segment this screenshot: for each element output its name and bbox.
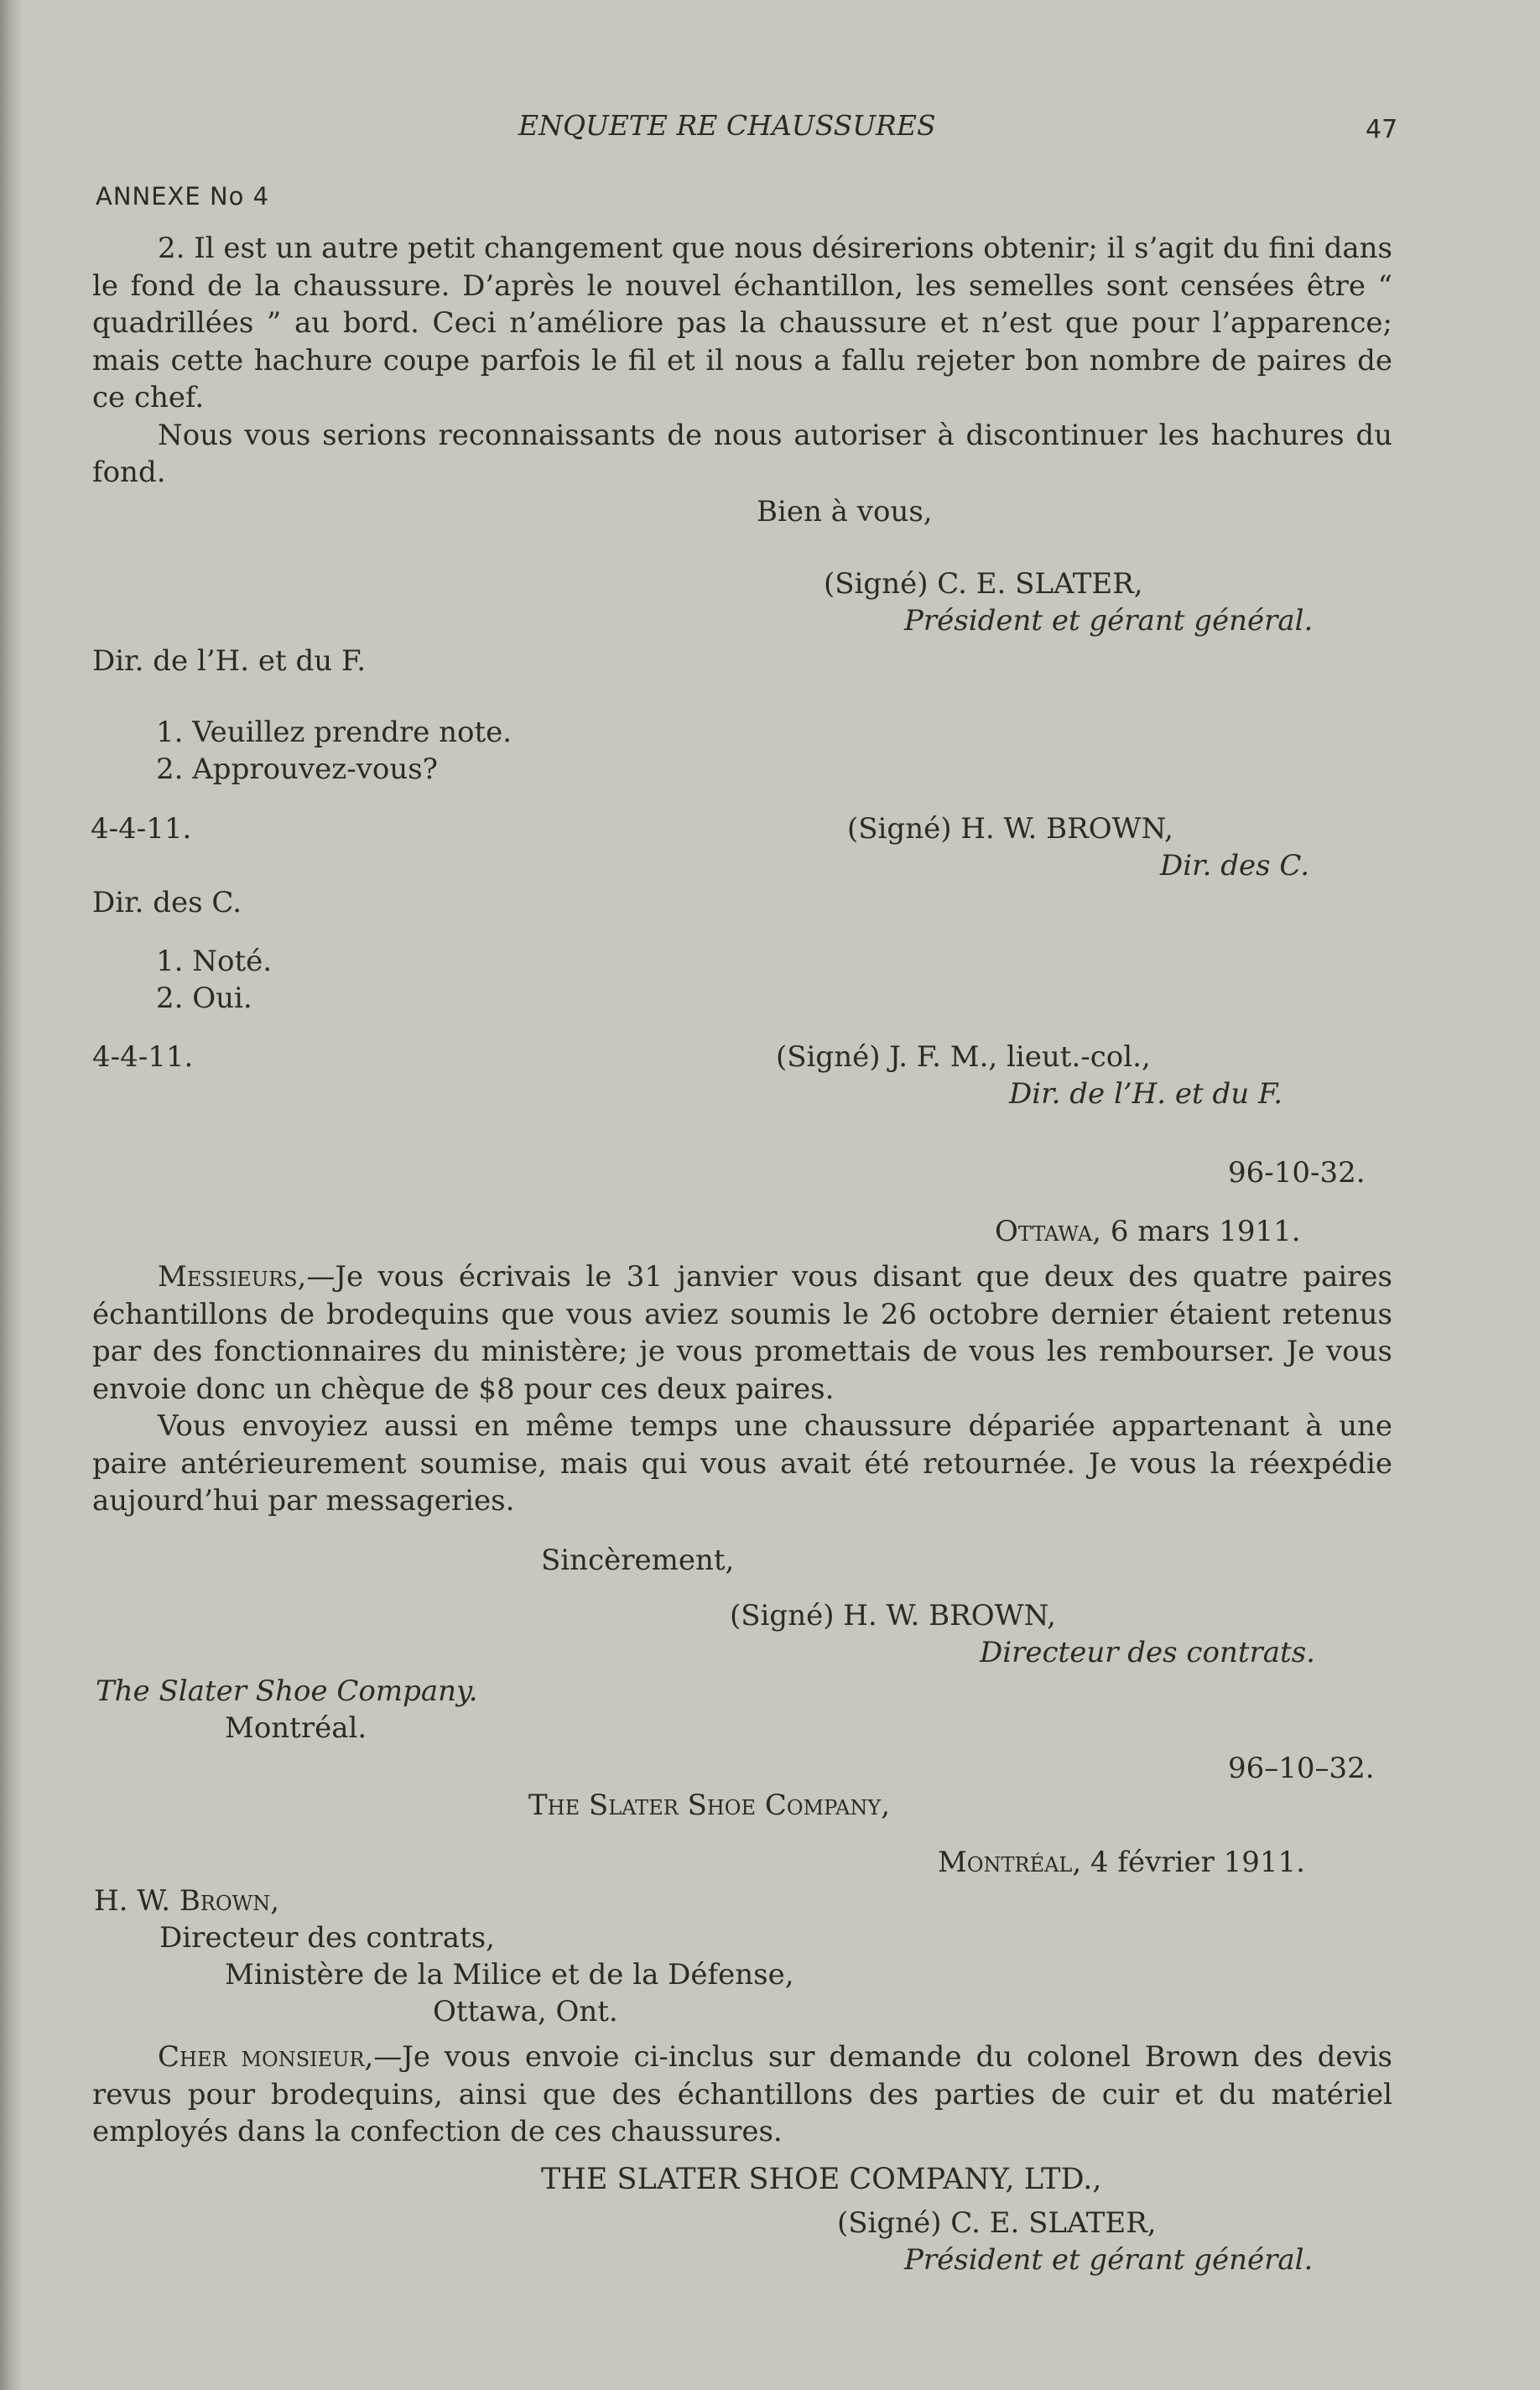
running-title: ENQUETE RE CHAUSSURES (518, 109, 936, 142)
minute2-date: 4-4-11. (92, 1040, 194, 1074)
letter1-body (92, 230, 1392, 492)
letter3-company: THE SLATER SHOE COMPANY, LTD., (541, 2163, 1102, 2196)
letter2-addressee-city: Montréal. (225, 1711, 367, 1745)
letter3-date: 4 février 1911. (1090, 1846, 1305, 1879)
letter2-body (92, 1258, 1392, 1520)
letter1-signature: (Signé) C. E. SLATER, (824, 567, 1143, 601)
letter3-paragraph-1-text: —Je vous envoie ci-inclus sur demande du colonel Brown des devis revus pour brodequins, ainsi que des échantillons des parties de cuir et du matériel employés dans la confection de ces chaussures. (92, 2040, 1392, 2148)
letter1-signature-title: Président et gérant général. (904, 604, 1314, 638)
minute2-recipient: Dir. des C. (92, 886, 242, 919)
letter3-salutation: Cher monsieur, (158, 2040, 374, 2074)
letter2-signature: (Signé) H. W. BROWN, (730, 1599, 1056, 1632)
letter3-addressee-line-3: Ministère de la Milice et de la Défense, (225, 1958, 794, 1992)
letter3-addressee-line-2: Directeur des contrats, (159, 1921, 495, 1955)
minute2-signature: (Signé) J. F. M., lieut.-col., (776, 1040, 1151, 1074)
minute1-item-2: 2. Approuvez-vous? (156, 752, 438, 786)
minute1-date: 4-4-11. (91, 812, 192, 846)
letter3-letterhead: The Slater Shoe Company, (528, 1789, 891, 1822)
page-binding-shadow (0, 0, 23, 2390)
minute2-item-1: 1. Noté. (156, 945, 273, 978)
letter2-signature-title: Directeur des contrats. (980, 1636, 1315, 1669)
letter1-paragraph-1: 2. Il est un autre petit changement que nous désirerions obtenir; il s’agit du fini dans le fond de la chaussure. D’après le nouvel échantillon, les semelles sont censées être “ quadrillées ” au bord. Ceci n’améliore pas la chaussure et n’est que pour l’apparence; mais cette hachure coupe parfois le fil et il nous a fallu rejeter bon nombre de paires de ce chef. (92, 232, 1392, 414)
page-number: 47 (1366, 115, 1398, 144)
letter1-closing: Bien à vous, (757, 495, 933, 529)
minute1-signature-title: Dir. des C. (1160, 849, 1310, 883)
letter2-addressee-company: The Slater Shoe Company. (96, 1674, 478, 1708)
letter1-paragraph-2: Nous vous serions reconnaissants de nous autoriser à discontinuer les hachures du fond. (92, 418, 1392, 489)
letter3-file-number: 96–10–32. (1228, 1752, 1375, 1785)
letter2-paragraph-2: Vous envoyiez aussi en même temps une chaussure dépariée appartenant à une paire antérieurement soumise, mais qui vous avait été retournée. Je vous la réexpédie aujourd’hui par messageries. (92, 1409, 1392, 1518)
letter2-paragraph-1 (92, 1258, 1392, 1408)
minute2-item-2: 2. Oui. (156, 982, 252, 1015)
letter3-addressee-name: H. W. Brown, (94, 1884, 280, 1918)
letter3-body (92, 2039, 1392, 2151)
letter2-place: Ottawa, (995, 1215, 1101, 1248)
minute2-signature-title: Dir. de l’H. et du F. (1009, 1077, 1283, 1111)
letter2-file-number: 96-10-32. (1228, 1156, 1366, 1190)
minute1-signature: (Signé) H. W. BROWN, (847, 812, 1173, 846)
minute1-recipient: Dir. de l’H. et du F. (92, 644, 367, 678)
annex-label: ANNEXE No 4 (96, 182, 270, 211)
minute1-item-1: 1. Veuillez prendre note. (156, 716, 512, 749)
letter3-signature: (Signé) C. E. SLATER, (837, 2206, 1157, 2240)
letter3-paragraph-1 (92, 2039, 1392, 2151)
letter2-salutation: Messieurs, (158, 1260, 307, 1294)
letter3-signature-title: Président et gérant général. (904, 2243, 1314, 2277)
letter2-date: 6 mars 1911. (1110, 1215, 1301, 1248)
letter2-paragraph-1-text: —Je vous écrivais le 31 janvier vous disant que deux des quatre paires échantillons de brodequins que vous aviez soumis le 26 octobre dernier étaient retenus par des fonctionnaires du ministère; je vous promettais de vous les rembourser. Je vous envoie donc un chèque de $8 pour ces deux paires. (92, 1260, 1392, 1406)
letter2-closing: Sincèrement, (541, 1544, 735, 1577)
letter3-place: Montréal, (938, 1846, 1082, 1879)
letter2-dateline (995, 1213, 1301, 1250)
letter3-addressee-line-4: Ottawa, Ont. (433, 1995, 618, 2028)
letter3-dateline (938, 1844, 1305, 1881)
